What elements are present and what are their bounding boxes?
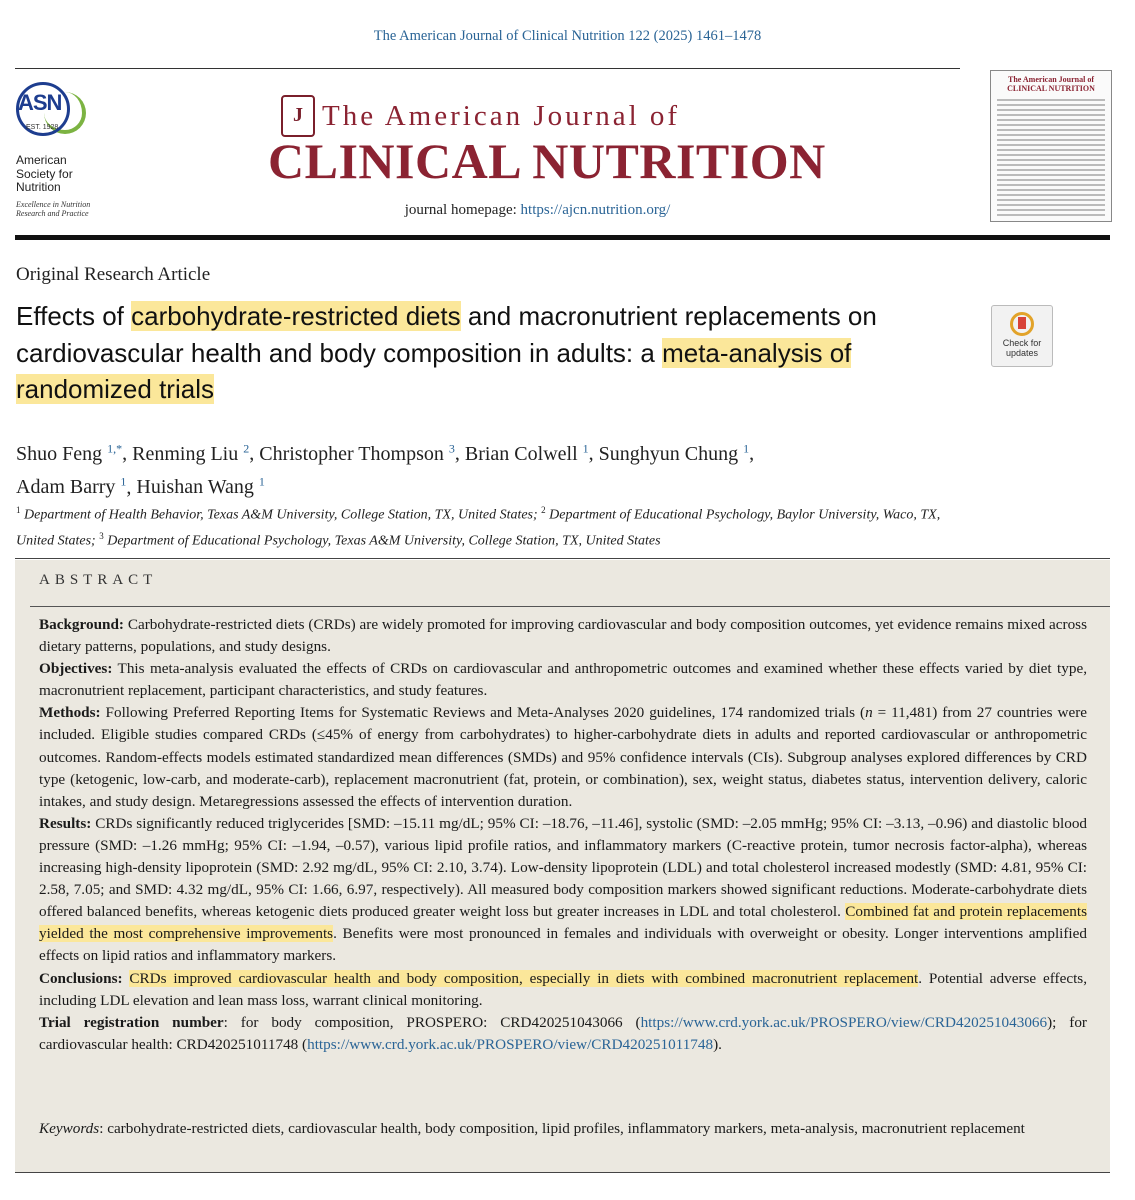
journal-citation[interactable]: The American Journal of Clinical Nutrition 122 (2025) 1461–1478 <box>373 28 762 44</box>
abstract-results: Results: CRDs significantly reduced triglycerides [SMD: –15.11 mg/dL; 95% CI: –18.76, –11.46], systolic (SMD: –2.05 mmHg; 95% CI: –3.13, –0.96) and diastolic blood pressure (SMD: –1.26 mmHg; 95% CI: –1.94, –0.57), various lipid profile ratios, and inflammatory markers (C-reactive protein, tumor necrosis factor-alpha), whereas increasing high-density lipoprotein (SMD: 2.92 mg/dL, 95% CI: 2.10, 3.74). Low-density lipoprotein (LDL) and total cholesterol increased modestly (SMD: 4.81, 95% CI: 2.58, 7.05; and SMD: 4.32 mg/dL, 95% CI: 1.66, 6.97, respectively). All measured body composition markers showed significant reductions. Moderate-carbohydrate diets offered balanced benefits, whereas ketogenic diets produced greater weight loss but greater increases in LDL and total cholesterol. Combined fat and protein replacements yielded the most comprehensive improvements. Benefits were most pronounced in females and individuals with overweight or obesity. Longer interventions amplified effects on lipid ratios and inflammatory markers. <box>39 814 1088 965</box>
keywords-list: : carbohydrate-restricted diets, cardiovascular health, body composition, lipid profiles, inflammatory markers, meta-analysis, macronutrient replacement <box>99 1120 1025 1137</box>
check-updates-label: Check for updates <box>1002 338 1042 358</box>
homepage-link[interactable]: https://ajcn.nutrition.org/ <box>520 202 671 218</box>
author[interactable]: Brian Colwell $^1$ <box>464 441 589 465</box>
author-list: Shuo Feng $^{1,*}$, Renming Liu $^2$, Christopher Thompson $^3$, Brian Colwell $^1$, Sunghyun Chung $^1$, Adam Barry $^1$, Huishan Wang $^1$ <box>16 441 755 499</box>
asn-name: American Society for Nutrition <box>16 153 73 194</box>
journal-homepage <box>0 202 1075 219</box>
author[interactable]: Adam Barry $^1$ <box>16 474 127 499</box>
asn-tagline: Excellence in Nutrition Research and Practice <box>16 200 91 218</box>
cover-lines <box>997 99 1105 216</box>
affiliation: Department of Health Behavior, Texas A&M University, College Station, TX, United States; <box>24 507 538 523</box>
abstract-objectives: Objectives: This meta-analysis evaluated the effects of CRDs on cardiovascular and anthropometric outcomes and examined whether these effects varied by diet type, macronutrient replacement, participant characteristics, and study features. <box>39 660 1087 700</box>
abstract-methods: Methods: Following Preferred Reporting Items for Systematic Reviews and Meta-Analyses 2020 guidelines, 174 randomized trials (n = 11,481) from 27 countries were included. Eligible studies compared CRDs (≤45% of energy from carbohydrates) to higher-carbohydrate diets in adults and reported cardiovascular or anthropometric outcomes. Random-effects models estimated standardized mean differences (SMDs) and 95% confidence intervals (CIs). Subgroup analyses explored differences by CRD type (ketogenic, low-carb, and moderate-carb), replacement macronutrient (fat, protein, or combination), sex, weight status, diabetes status, intervention delivery, caloric intakes, and study design. Metaregressions assessed the effects of intervention duration. <box>39 704 1087 810</box>
abstract-conclusions: Conclusions: CRDs improved cardiovascular health and body composition, especially in diets with combined macronutrient replacement. Potential adverse effects, including LDL elevation and lean mass loss, warrant clinical monitoring. <box>39 969 1087 1009</box>
title-part: Effects of <box>16 301 132 331</box>
title-part: cardiovascular <box>16 337 184 368</box>
title-part: health and body composition in adults: a <box>183 337 663 368</box>
affiliation: Department of Educational Psychology, Baylor University, Waco, TX, United States; <box>16 507 941 549</box>
bookmark-icon <box>1010 312 1034 336</box>
homepage-label: journal homepage: <box>404 202 517 218</box>
author[interactable]: Sunghyun Chung $^1$ <box>598 441 750 465</box>
results-highlight: Combined fat and protein replacements yielded the most comprehensive improvements <box>39 903 1088 943</box>
author[interactable]: Renming Liu $^2$ <box>132 441 250 465</box>
author[interactable]: Shuo Feng $^{1,*}$ <box>16 441 123 465</box>
affiliations: $^1$ Department of Health Behavior, Texas A&M University, College Station, TX, United States; $^2$ Department of Educational Psychology, Baylor University, Waco, TX, United States; $^3$ Department of Educational Psychology, Texas A&M University, College Station, TX, United States <box>16 505 941 549</box>
header-thick-rule <box>15 235 1110 240</box>
abstract-top-rule <box>15 558 1110 559</box>
header-divider <box>15 68 960 69</box>
abstract-heading-rule <box>30 606 1110 607</box>
asn-est: EST. 1928 <box>26 124 59 131</box>
title-part: and macronutrient replacements on <box>460 301 877 331</box>
keywords-label: Keywords <box>39 1120 100 1137</box>
keywords <box>39 1118 1087 1140</box>
abstract-heading: ABSTRACT <box>39 572 158 588</box>
check-for-updates-button[interactable] <box>991 305 1053 367</box>
title-part-highlighted: meta-analysis of randomized trials <box>16 337 852 404</box>
author[interactable]: Christopher Thompson $^3$ <box>259 441 455 465</box>
prospero-link-2[interactable]: https://www.crd.york.ac.uk/PROSPERO/view/CRD420251011748 <box>307 1035 714 1053</box>
abstract-background: Background: Carbohydrate-restricted diets (CRDs) are widely promoted for improving cardiovascular and body composition outcomes, yet evidence remains mixed across dietary patterns, populations, and study designs. <box>39 616 1087 656</box>
journal-cover-thumbnail[interactable] <box>990 70 1112 222</box>
conclusions-highlight: CRDs improved cardiovascular health and body composition, especially in diets with combined macronutrient replacement <box>129 969 919 987</box>
journal-name-line2: CLINICAL NUTRITION <box>268 133 826 189</box>
abstract-body <box>39 614 1087 1056</box>
article-type: Original Research Article <box>16 264 211 285</box>
prospero-link-1[interactable]: https://www.crd.york.ac.uk/PROSPERO/view/CRD420251043066 <box>640 1013 1048 1031</box>
journal-name-line1: The American Journal of <box>322 100 681 132</box>
abstract-trial-registration: Trial registration number: for body composition, PROSPERO: CRD420251043066 (https://www.crd.york.ac.uk/PROSPERO/view/CRD420251043066); for cardiovascular health: CRD420251011748 (https://www.crd.york.ac.uk/PROSPERO/view/CRD420251011748). <box>39 1013 1087 1053</box>
article-title <box>16 298 961 408</box>
abstract-bottom-rule <box>15 1172 1110 1173</box>
affiliation: Department of Educational Psychology, Texas A&M University, College Station, TX, United States <box>107 533 661 549</box>
title-part-highlighted: carbohydrate-restricted diets <box>131 301 461 331</box>
cover-title: The American Journal of CLINICAL NUTRITION <box>1007 75 1095 93</box>
journal-emblem-icon: J <box>281 95 315 137</box>
asn-logo-text: ASN <box>18 90 62 115</box>
author[interactable]: Huishan Wang $^1$ <box>136 474 265 499</box>
